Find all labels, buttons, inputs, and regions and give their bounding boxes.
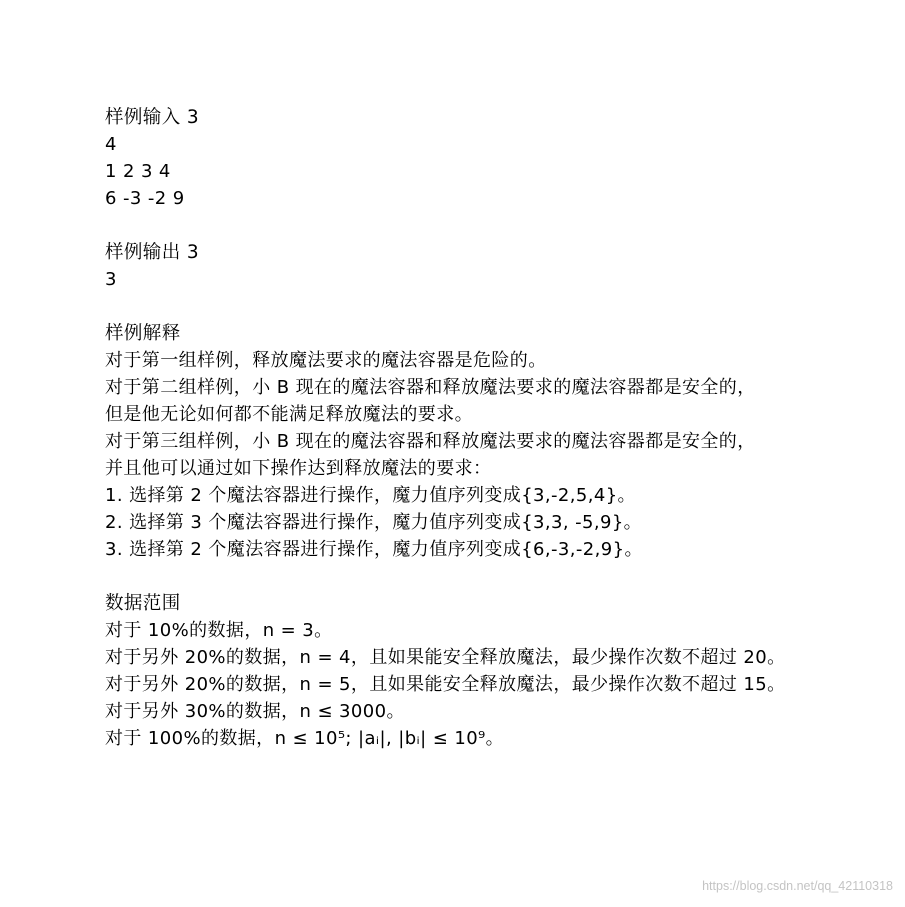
sample-output-section [105,239,895,293]
explanation-step: 1. 选择第 2 个魔法容器进行操作，魔力值序列变成{3,-2,5,4}。 [105,485,636,506]
problem-statement [105,104,895,752]
sample-input-title: 样例输入 3 [105,107,200,128]
explanation-step: 3. 选择第 2 个魔法容器进行操作，魔力值序列变成{6,-3,-2,9}。 [105,539,643,560]
explanation-line: 但是他无论如何都不能满足释放魔法的要求。 [105,404,473,425]
watermark: https://blog.csdn.net/qq_42110318 [702,879,893,893]
data-range-section [105,590,895,752]
spacer [105,212,895,239]
sample-input-line: 1 2 3 4 [105,161,171,182]
explanation-section [105,320,895,563]
data-range-line: 对于 10%的数据，n = 3。 [105,620,333,641]
data-range-line: 对于另外 20%的数据，n = 4，且如果能安全释放魔法，最少操作次数不超过 20。 [105,647,786,668]
sample-input-line: 4 [105,134,117,155]
spacer [105,563,895,590]
explanation-line: 对于第三组样例，小 B 现在的魔法容器和释放魔法要求的魔法容器都是安全的， [105,431,756,452]
sample-output-line: 3 [105,269,117,290]
sample-input-line: 6 -3 -2 9 [105,188,185,209]
explanation-line: 对于第一组样例，释放魔法要求的魔法容器是危险的。 [105,350,547,371]
data-range-line: 对于 100%的数据，n ≤ 10⁵; |aᵢ|, |bᵢ| ≤ 10⁹。 [105,728,505,749]
sample-input-section [105,104,895,212]
spacer [105,293,895,320]
explanation-step: 2. 选择第 3 个魔法容器进行操作，魔力值序列变成{3,3, -5,9}。 [105,512,643,533]
data-range-line: 对于另外 30%的数据，n ≤ 3000。 [105,701,405,722]
explanation-line: 并且他可以通过如下操作达到释放魔法的要求： [105,458,492,479]
data-range-line: 对于另外 20%的数据，n = 5，且如果能安全释放魔法，最少操作次数不超过 15。 [105,674,786,695]
sample-output-title: 样例输出 3 [105,242,200,263]
data-range-title: 数据范围 [105,593,181,614]
explanation-title: 样例解释 [105,323,181,344]
explanation-line: 对于第二组样例，小 B 现在的魔法容器和释放魔法要求的魔法容器都是安全的， [105,377,756,398]
